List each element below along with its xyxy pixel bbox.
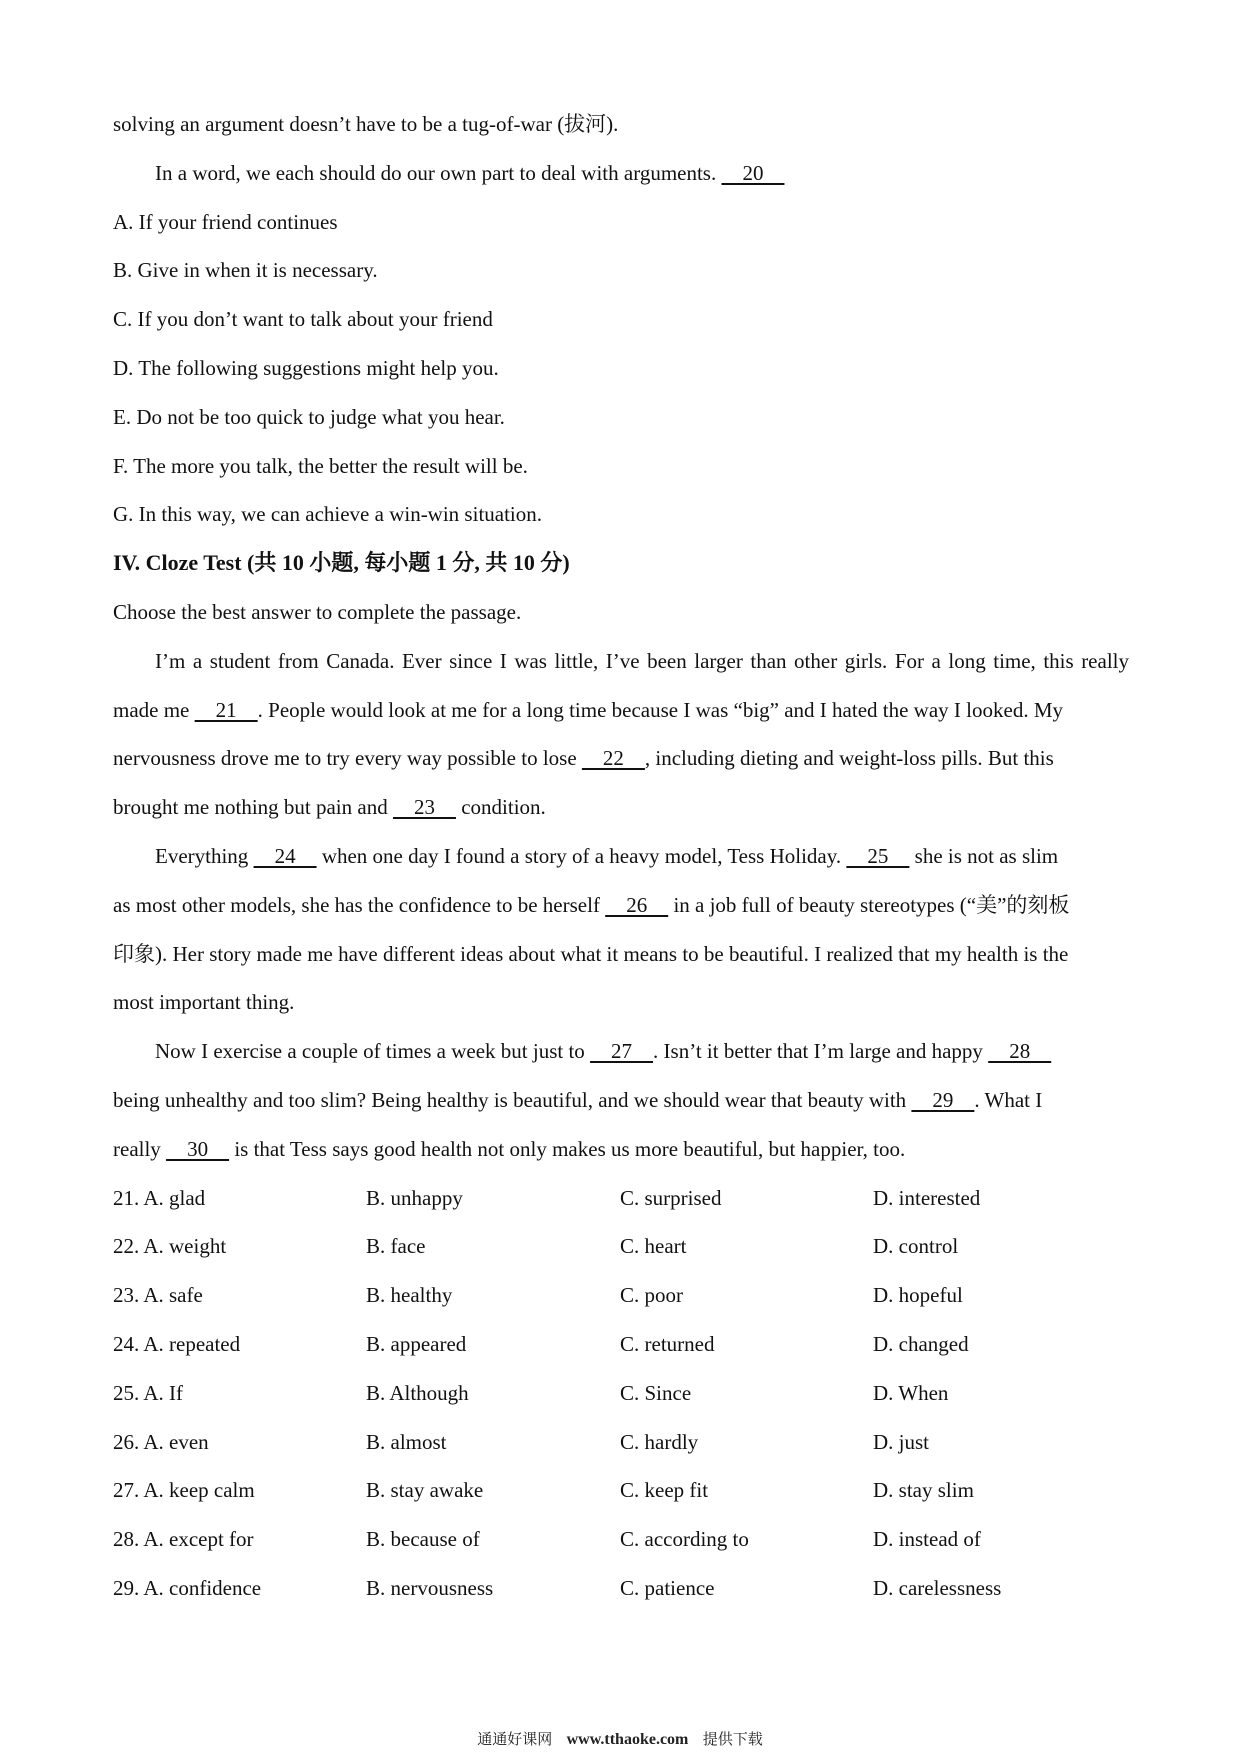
document-page	[113, 100, 1129, 1613]
choice-b: B. nervousness	[366, 1575, 494, 1600]
blank-21: 21	[194, 697, 258, 722]
option-item: G. In this way, we can achieve a win-win situation.	[113, 502, 543, 527]
choice-a: 25. A. If	[113, 1380, 183, 1405]
passage-line	[113, 686, 1129, 735]
option-item: B. Give in when it is necessary.	[113, 258, 378, 283]
choice-a: 26. A. even	[113, 1429, 209, 1454]
text-fragment: I’m a student from Canada. Ever since I was little, I’ve been larger than other girls. For a long time, this really	[155, 648, 1129, 673]
question-row	[113, 1271, 1129, 1320]
footer-site-name: 通通好课网	[477, 1730, 553, 1748]
choice-c: C. patience	[620, 1575, 715, 1600]
choice-d: D. control	[873, 1234, 959, 1259]
choice-d: D. just	[873, 1429, 930, 1454]
question-row	[113, 1320, 1129, 1369]
passage-line	[113, 881, 1129, 930]
passage-line: most important thing.	[113, 990, 295, 1015]
choice-b: B. because of	[366, 1527, 480, 1552]
text-fragment: . Isn’t it better that I’m large and happy	[653, 1039, 989, 1064]
question-row	[113, 1466, 1129, 1515]
choice-d: D. interested	[873, 1185, 981, 1210]
text-fragment: really	[113, 1136, 167, 1161]
choice-c: C. returned	[620, 1331, 715, 1356]
text-fragment: being unhealthy and too slim? Being healthy is beautiful, and we should wear that beauty with	[113, 1087, 912, 1112]
passage-line	[113, 832, 1129, 881]
text-fragment: condition.	[455, 795, 546, 820]
section-title: IV. Cloze Test (共 10 小题, 每小题 1 分, 共 10 分)	[113, 550, 570, 576]
text-fragment: brought me nothing but pain and	[113, 795, 393, 820]
choice-b: B. stay awake	[366, 1478, 484, 1503]
choice-b: B. unhappy	[366, 1185, 463, 1210]
choice-d: D. stay slim	[873, 1478, 974, 1503]
choice-a: 21. A. glad	[113, 1185, 206, 1210]
choice-a: 29. A. confidence	[113, 1575, 262, 1600]
passage-line: 印象). Her story made me have different ideas about what it means to be beautiful. I realized that my health is the	[113, 941, 1069, 966]
blank-26: 26	[605, 892, 669, 917]
text-fragment: she is not as slim	[909, 843, 1059, 868]
choice-a: 28. A. except for	[113, 1527, 254, 1552]
choice-c: C. Since	[620, 1380, 692, 1405]
blank-30: 30	[166, 1136, 230, 1161]
passage-line	[113, 1125, 1129, 1174]
choice-c: C. heart	[620, 1234, 687, 1259]
section-instruction: Choose the best answer to complete the passage.	[113, 599, 522, 624]
question-row	[113, 1369, 1129, 1418]
blank-25: 25	[846, 843, 910, 868]
question-row	[113, 1418, 1129, 1467]
option-item: A. If your friend continues	[113, 209, 338, 234]
choice-d: D. carelessness	[873, 1575, 1002, 1600]
blank-22: 22	[581, 746, 645, 771]
choice-c: C. keep fit	[620, 1478, 709, 1503]
text-fragment: made me	[113, 697, 195, 722]
question-row	[113, 1515, 1129, 1564]
text-fragment: nervousness drove me to try every way possible to lose	[113, 746, 582, 771]
passage-line	[113, 1076, 1129, 1125]
passage-line	[113, 637, 1129, 686]
text-fragment: when one day I found a story of a heavy model, Tess Holiday.	[316, 843, 847, 868]
choice-d: D. changed	[873, 1331, 969, 1356]
choice-a: 24. A. repeated	[113, 1331, 241, 1356]
choice-c: C. according to	[620, 1527, 749, 1552]
choice-b: B. Although	[366, 1380, 469, 1405]
text-fragment: . What I	[974, 1087, 1043, 1112]
text-fragment: , including dieting and weight-loss pills. But this	[644, 746, 1054, 771]
blank-23: 23	[392, 795, 456, 820]
option-item: D. The following suggestions might help you.	[113, 355, 499, 380]
option-item: F. The more you talk, the better the result will be.	[113, 453, 528, 478]
text-fragment: . People would look at me for a long time because I was “big” and I hated the way I looked. My	[257, 697, 1063, 722]
question-row	[113, 1222, 1129, 1271]
choice-c: C. poor	[620, 1283, 683, 1308]
option-item: C. If you don’t want to talk about your friend	[113, 307, 493, 332]
choice-d: D. When	[873, 1380, 949, 1405]
text-fragment: Everything	[155, 843, 254, 868]
blank-28: 28	[988, 1039, 1052, 1064]
blank-29: 29	[911, 1087, 975, 1112]
choice-b: B. healthy	[366, 1283, 453, 1308]
choice-b: B. almost	[366, 1429, 447, 1454]
passage-line	[113, 1027, 1129, 1076]
text-fragment: is that Tess says good health not only makes us more beautiful, but happier, too.	[229, 1136, 906, 1161]
footer-download-note: 提供下载	[702, 1730, 763, 1748]
choice-a: 23. A. safe	[113, 1283, 203, 1308]
blank-27: 27	[590, 1039, 654, 1064]
page-footer	[0, 1728, 1240, 1749]
text-fragment: as most other models, she has the confidence to be herself	[113, 892, 606, 917]
choice-b: B. face	[366, 1234, 426, 1259]
choice-b: B. appeared	[366, 1331, 467, 1356]
text-fragment: in a job full of beauty stereotypes (“美”的刻板	[668, 892, 1070, 917]
blank-20: 20	[721, 160, 785, 185]
choice-d: D. instead of	[873, 1527, 981, 1552]
passage-line	[113, 783, 1129, 832]
choice-c: C. surprised	[620, 1185, 722, 1210]
passage-line	[113, 734, 1129, 783]
choice-a: 22. A. weight	[113, 1234, 227, 1259]
option-item: E. Do not be too quick to judge what you hear.	[113, 404, 505, 429]
text-line: solving an argument doesn’t have to be a tug-of-war (拔河).	[113, 112, 619, 136]
text-fragment: In a word, we each should do our own part to deal with arguments.	[155, 160, 722, 185]
footer-url-link[interactable]: www.tthaoke.com	[566, 1731, 689, 1748]
question-row	[113, 1564, 1129, 1613]
text-line	[113, 149, 1129, 198]
text-fragment: Now I exercise a couple of times a week but just to	[155, 1039, 591, 1064]
blank-24: 24	[253, 843, 317, 868]
choice-c: C. hardly	[620, 1429, 699, 1454]
choice-a: 27. A. keep calm	[113, 1478, 255, 1503]
choice-d: D. hopeful	[873, 1283, 963, 1308]
question-row	[113, 1174, 1129, 1223]
